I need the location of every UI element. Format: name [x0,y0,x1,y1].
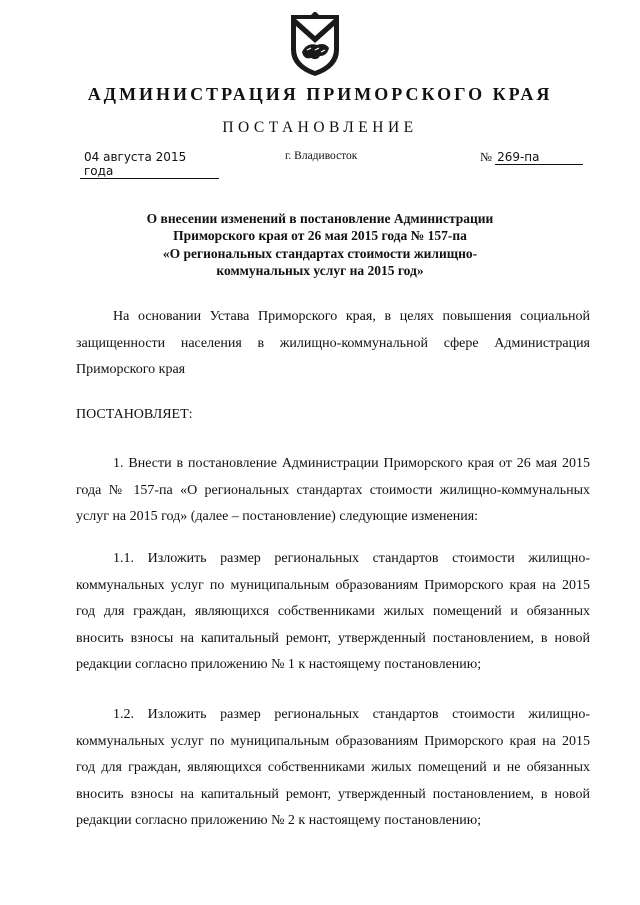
coat-of-arms-emblem-icon [287,12,343,78]
title-line: «О региональных стандартах стоимости жилищно- [162,245,478,261]
number-value: 269-па [495,150,583,165]
title-line: коммунальных услуг на 2015 год» [216,262,424,278]
item-1-2-paragraph: 1.2. Изложить размер региональных стандартов стоимости жилищно-коммунальных услуг по муниципальным образованиям Приморского края на 2015 год для граждан, являющихся собственниками жилых помещений и не обязанных вносить взносы на капитальный ремонт, утвержденный постановлением, в новой редакции согласно приложению № 2 к настоящему постановлению; [76,707,590,828]
title-line: Приморского края от 26 мая 2015 года № 157-па [173,228,467,244]
item-1-block [76,451,590,531]
item-1-2-block [76,702,590,835]
item-1-1-paragraph: 1.1. Изложить размер региональных стандартов стоимости жилищно-коммунальных услуг по муниципальным образованиям Приморского края на 2015 год для граждан, являющихся собственниками жилых помещений и обязанных вносить взносы на капитальный ремонт, утвержденный постановлением, в новой редакции согласно приложению № 1 к настоящему постановлению; [76,551,590,672]
organization-name: АДМИНИСТРАЦИЯ ПРИМОРСКОГО КРАЯ [87,84,553,104]
item-1-1-block [76,546,590,679]
number-prefix: № [480,150,492,164]
preamble-block [76,304,590,384]
document-city: г. Владивосток [285,150,358,162]
title-line: О внесении изменений в постановление Администрации [146,211,494,226]
resolves-heading: ПОСТАНОВЛЯЕТ: [76,407,193,422]
document-title [0,210,640,279]
document-type: ПОСТАНОВЛЕНИЕ [222,119,418,136]
item-1-paragraph: 1. Внести в постановление Администрации Приморского края от 26 мая 2015 года № 157-па «О региональных стандартах стоимости жилищно-коммунальных услуг на 2015 год» (далее – постановление) следующие изменения: [76,456,590,524]
document-number [480,150,588,165]
document-date: 04 августа 2015 года [80,150,219,179]
preamble-paragraph: На основании Устава Приморского края, в целях повышения социальной защищенности населения в жилищно-коммунальной сфере Администрация Приморского края [76,309,590,377]
